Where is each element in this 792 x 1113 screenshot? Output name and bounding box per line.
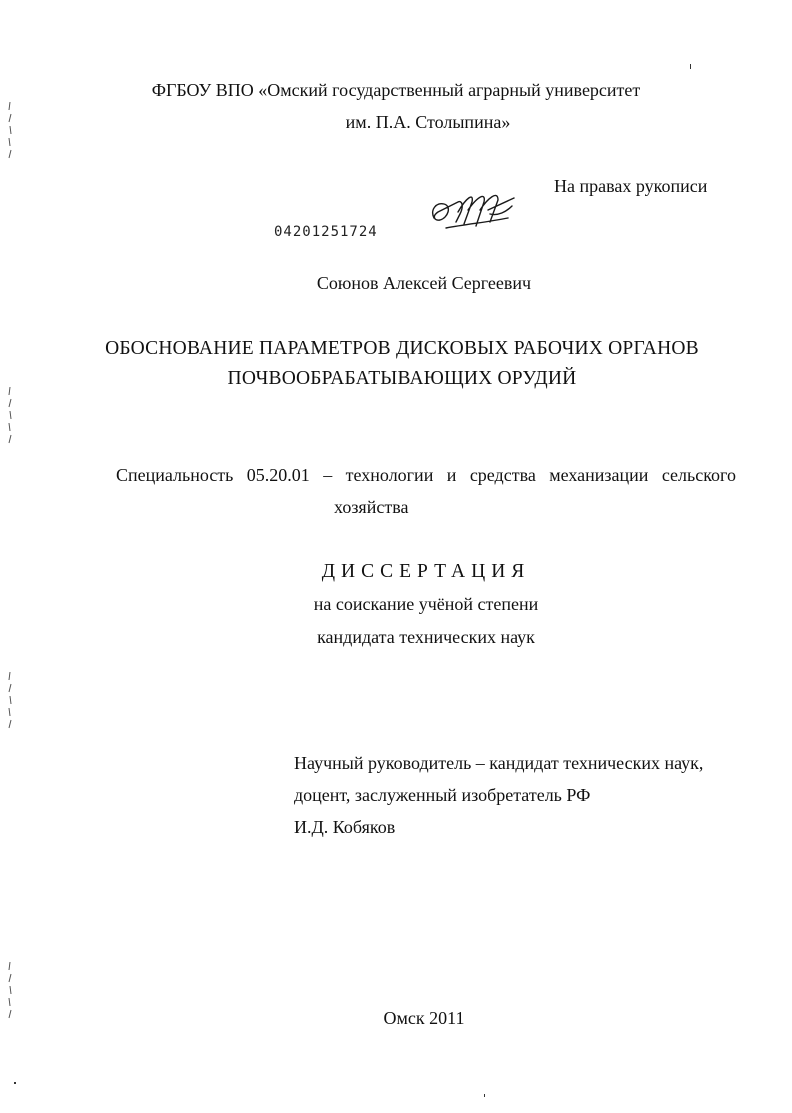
scan-artifact-mark bbox=[4, 960, 16, 1020]
specialty-line-1: Специальность 05.20.01 – технологии и средства механизации сельского bbox=[116, 465, 736, 485]
document-type-heading: ДИССЕРТАЦИЯ bbox=[321, 561, 531, 582]
scan-speck bbox=[484, 1094, 485, 1097]
scan-speck bbox=[690, 64, 691, 69]
registration-number: 04201251724 bbox=[274, 224, 378, 240]
degree-line-1: на соискание учёной степени bbox=[313, 594, 539, 614]
city-year: Омск 2011 bbox=[383, 1008, 465, 1028]
supervisor-name: И.Д. Кобяков bbox=[294, 817, 396, 837]
author-name: Союнов Алексей Сергеевич bbox=[316, 273, 532, 293]
manuscript-note: На правах рукописи bbox=[554, 176, 708, 196]
supervisor-line-1: Научный руководитель – кандидат технических наук, bbox=[294, 753, 704, 773]
scan-artifact-mark bbox=[4, 385, 16, 445]
scan-speck bbox=[14, 1082, 16, 1084]
scan-artifact-mark bbox=[4, 100, 16, 160]
supervisor-line-2: доцент, заслуженный изобретатель РФ bbox=[294, 785, 591, 805]
degree-line-2: кандидата технических наук bbox=[317, 627, 535, 647]
dissertation-title-line-1: ОБОСНОВАНИЕ ПАРАМЕТРОВ ДИСКОВЫХ РАБОЧИХ ОРГАНОВ bbox=[105, 338, 699, 359]
dissertation-title-line-2: ПОЧВООБРАБАТЫВАЮЩИХ ОРУДИЙ bbox=[227, 368, 577, 389]
specialty-line-2: хозяйства bbox=[334, 497, 409, 517]
institution-line-2: им. П.А. Столыпина» bbox=[345, 112, 511, 132]
signature-image bbox=[428, 188, 520, 240]
scan-artifact-mark bbox=[4, 670, 16, 734]
institution-line-1: ФГБОУ ВПО «Омский государственный аграрный университет bbox=[151, 80, 641, 100]
